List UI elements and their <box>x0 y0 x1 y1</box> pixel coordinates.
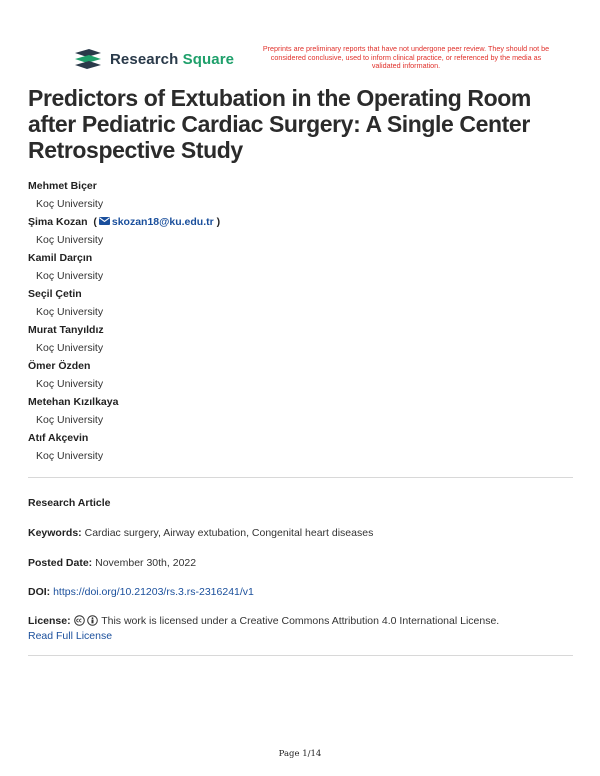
author-email-group: ( skozan18@ku.edu.tr ) <box>90 216 221 228</box>
envelope-icon <box>99 217 110 225</box>
author-item <box>28 213 568 249</box>
doi-label: DOI: <box>28 586 51 598</box>
posted-date-row <box>28 556 573 571</box>
attribution-icon <box>87 615 98 626</box>
license-row <box>28 614 573 644</box>
page-number: Page 1/14 <box>278 749 322 759</box>
author-affiliation: Koç University <box>36 378 104 390</box>
author-name[interactable]: Murat Tanyıldız <box>28 324 104 336</box>
author-affiliation: Koç University <box>36 270 104 282</box>
author-affiliation: Koç University <box>36 306 104 318</box>
doi-link[interactable]: https://doi.org/10.21203/rs.3.rs-2316241/v1 <box>53 586 254 598</box>
article-type <box>28 496 573 511</box>
author-name-row <box>28 213 568 232</box>
author-name[interactable]: Atıf Akçevin <box>28 432 89 444</box>
author-name[interactable]: Metehan Kızılkaya <box>28 396 119 408</box>
keywords-row <box>28 526 573 541</box>
author-item <box>28 429 568 465</box>
posted-date-label: Posted Date: <box>28 557 93 569</box>
logo-text-square: Square <box>182 50 235 68</box>
author-item <box>28 285 568 321</box>
research-square-logo[interactable] <box>73 48 234 70</box>
doi-row <box>28 585 573 600</box>
author-list <box>28 177 568 465</box>
paper-title: Predictors of Extubation in the Operating Room after Pediatric Cardiac Surgery: A Single Center Retrospective Study <box>28 85 531 163</box>
author-item <box>28 357 568 393</box>
keywords-label: Keywords: <box>28 527 82 539</box>
author-affiliation: Koç University <box>36 414 104 426</box>
read-full-license-link[interactable]: Read Full License <box>28 630 113 642</box>
logo-text-research: Research <box>110 50 179 68</box>
author-name[interactable]: Mehmet Biçer <box>28 180 97 192</box>
preprint-disclaimer: Preprints are preliminary reports that have not undergone peer review. They should not be considered conclusive, used to inform clinical practice, or referenced by the media as validated information. <box>262 44 550 71</box>
posted-date-value: November 30th, 2022 <box>95 557 197 569</box>
research-square-logo-icon <box>73 48 103 70</box>
author-item <box>28 249 568 285</box>
author-name[interactable]: Seçil Çetin <box>28 288 82 300</box>
author-affiliation: Koç University <box>36 450 104 462</box>
divider <box>28 477 573 478</box>
logo-text <box>110 51 234 68</box>
author-affiliation: Koç University <box>36 234 104 246</box>
author-email-link[interactable]: skozan18@ku.edu.tr <box>111 216 214 228</box>
author-affiliation: Koç University <box>36 198 104 210</box>
author-name[interactable]: Ömer Özden <box>28 360 91 372</box>
author-affiliation: Koç University <box>36 342 104 354</box>
license-label: License: <box>28 615 71 627</box>
author-name[interactable]: Şima Kozan <box>28 216 88 228</box>
author-item <box>28 393 568 429</box>
article-type-label: Research Article <box>28 497 111 509</box>
author-item <box>28 321 568 357</box>
creative-commons-icon <box>74 615 85 626</box>
divider <box>28 655 573 656</box>
keywords-value: Cardiac surgery, Airway extubation, Congenital heart diseases <box>84 527 374 539</box>
license-text: This work is licensed under a Creative Commons Attribution 4.0 International License. <box>101 615 500 627</box>
author-item <box>28 177 568 213</box>
author-name[interactable]: Kamil Darçın <box>28 252 93 264</box>
